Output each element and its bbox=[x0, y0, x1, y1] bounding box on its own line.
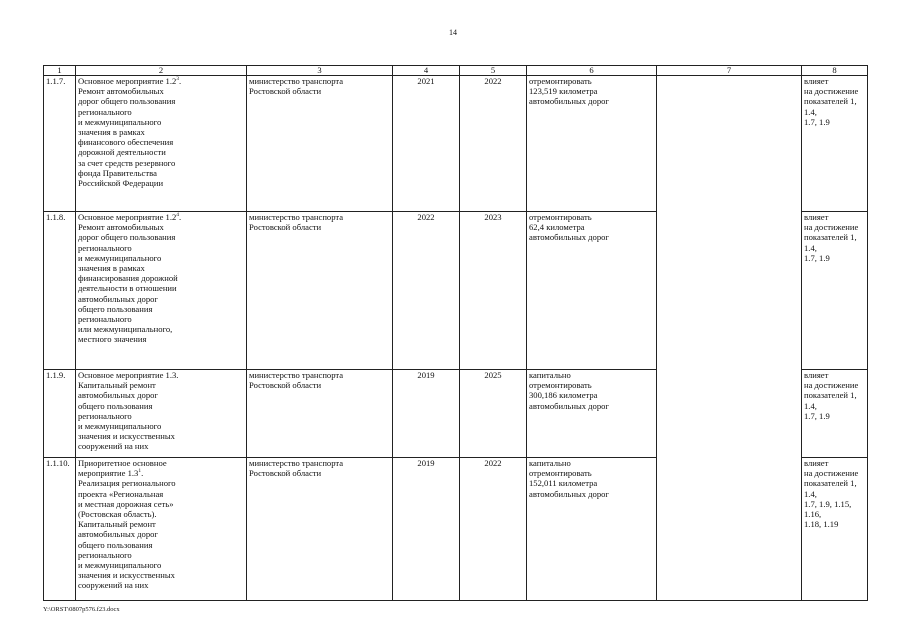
row-number: 1.1.10. bbox=[44, 458, 76, 601]
column-number: 3 bbox=[247, 66, 393, 76]
column-number: 7 bbox=[657, 66, 802, 76]
page-number: 14 bbox=[449, 28, 457, 37]
column-number-row bbox=[44, 66, 868, 76]
start-year: 2019 bbox=[393, 370, 460, 458]
measure-description: Основное мероприятие $1.2^4$. Ремонт автомобильных дорог общего пользования регионального и межмуниципального значения в рамках финансирования дорожной деятельности в отношении автомобильных дорог общего пользования регионального или межмуниципального, местного значения bbox=[76, 212, 247, 370]
indicator-effect: влияет на достижение показателей 1, 1.4, 1.7, 1.9 bbox=[802, 370, 868, 458]
expected-result: капитально отремонтировать 300,186 километра автомобильных дорог bbox=[527, 370, 657, 458]
end-year: 2022 bbox=[460, 458, 527, 601]
file-path-footer: Y:\ORST\0807p576.f23.docx bbox=[43, 606, 120, 613]
measure-description: Основное мероприятие 1.3. Капитальный ремонт автомобильных дорог общего пользования регионального и межмуниципального значения и искусственных сооружений на них bbox=[76, 370, 247, 458]
column-number: 5 bbox=[460, 66, 527, 76]
indicator-effect: влияет на достижение показателей 1, 1.4, 1.7, 1.9 bbox=[802, 76, 868, 212]
start-year: 2021 bbox=[393, 76, 460, 212]
measure-description: Основное мероприятие $1.2^3$. Ремонт автомобильных дорог общего пользования регионального и межмуниципального значения в рамках финансового обеспечения дорожной деятельности за счет средств резервного фонда Правительства Российской Федерации bbox=[76, 76, 247, 212]
responsible-executor: министерство транспорта Ростовской области bbox=[247, 76, 393, 212]
indicator-effect: влияет на достижение показателей 1, 1.4, 1.7, 1.9, 1.15, 1.16, 1.18, 1.19 bbox=[802, 458, 868, 601]
row-number: 1.1.7. bbox=[44, 76, 76, 212]
column-number: 1 bbox=[44, 66, 76, 76]
expected-result: отремонтировать 62,4 километра автомобильных дорог bbox=[527, 212, 657, 370]
table-row bbox=[44, 76, 868, 212]
end-year: 2022 bbox=[460, 76, 527, 212]
column-7-cell bbox=[657, 76, 802, 601]
start-year: 2019 bbox=[393, 458, 460, 601]
row-number: 1.1.8. bbox=[44, 212, 76, 370]
end-year: 2023 bbox=[460, 212, 527, 370]
column-number: 8 bbox=[802, 66, 868, 76]
column-number: 2 bbox=[76, 66, 247, 76]
start-year: 2022 bbox=[393, 212, 460, 370]
column-number: 6 bbox=[527, 66, 657, 76]
responsible-executor: министерство транспорта Ростовской области bbox=[247, 458, 393, 601]
measures-table bbox=[43, 65, 868, 601]
column-number: 4 bbox=[393, 66, 460, 76]
expected-result: отремонтировать 123,519 километра автомобильных дорог bbox=[527, 76, 657, 212]
measure-description: Приоритетное основное мероприятие $1.3^1$. Реализация регионального проекта «Региональная и местная дорожная сеть» (Ростовская область). Капитальный ремонт автомобильных дорог общего пользования регионального и межмуниципального значения и искусственных сооружений на них bbox=[76, 458, 247, 601]
responsible-executor: министерство транспорта Ростовской области bbox=[247, 212, 393, 370]
row-number: 1.1.9. bbox=[44, 370, 76, 458]
indicator-effect: влияет на достижение показателей 1, 1.4, 1.7, 1.9 bbox=[802, 212, 868, 370]
expected-result: капитально отремонтировать 152,011 километра автомобильных дорог bbox=[527, 458, 657, 601]
end-year: 2025 bbox=[460, 370, 527, 458]
responsible-executor: министерство транспорта Ростовской области bbox=[247, 370, 393, 458]
